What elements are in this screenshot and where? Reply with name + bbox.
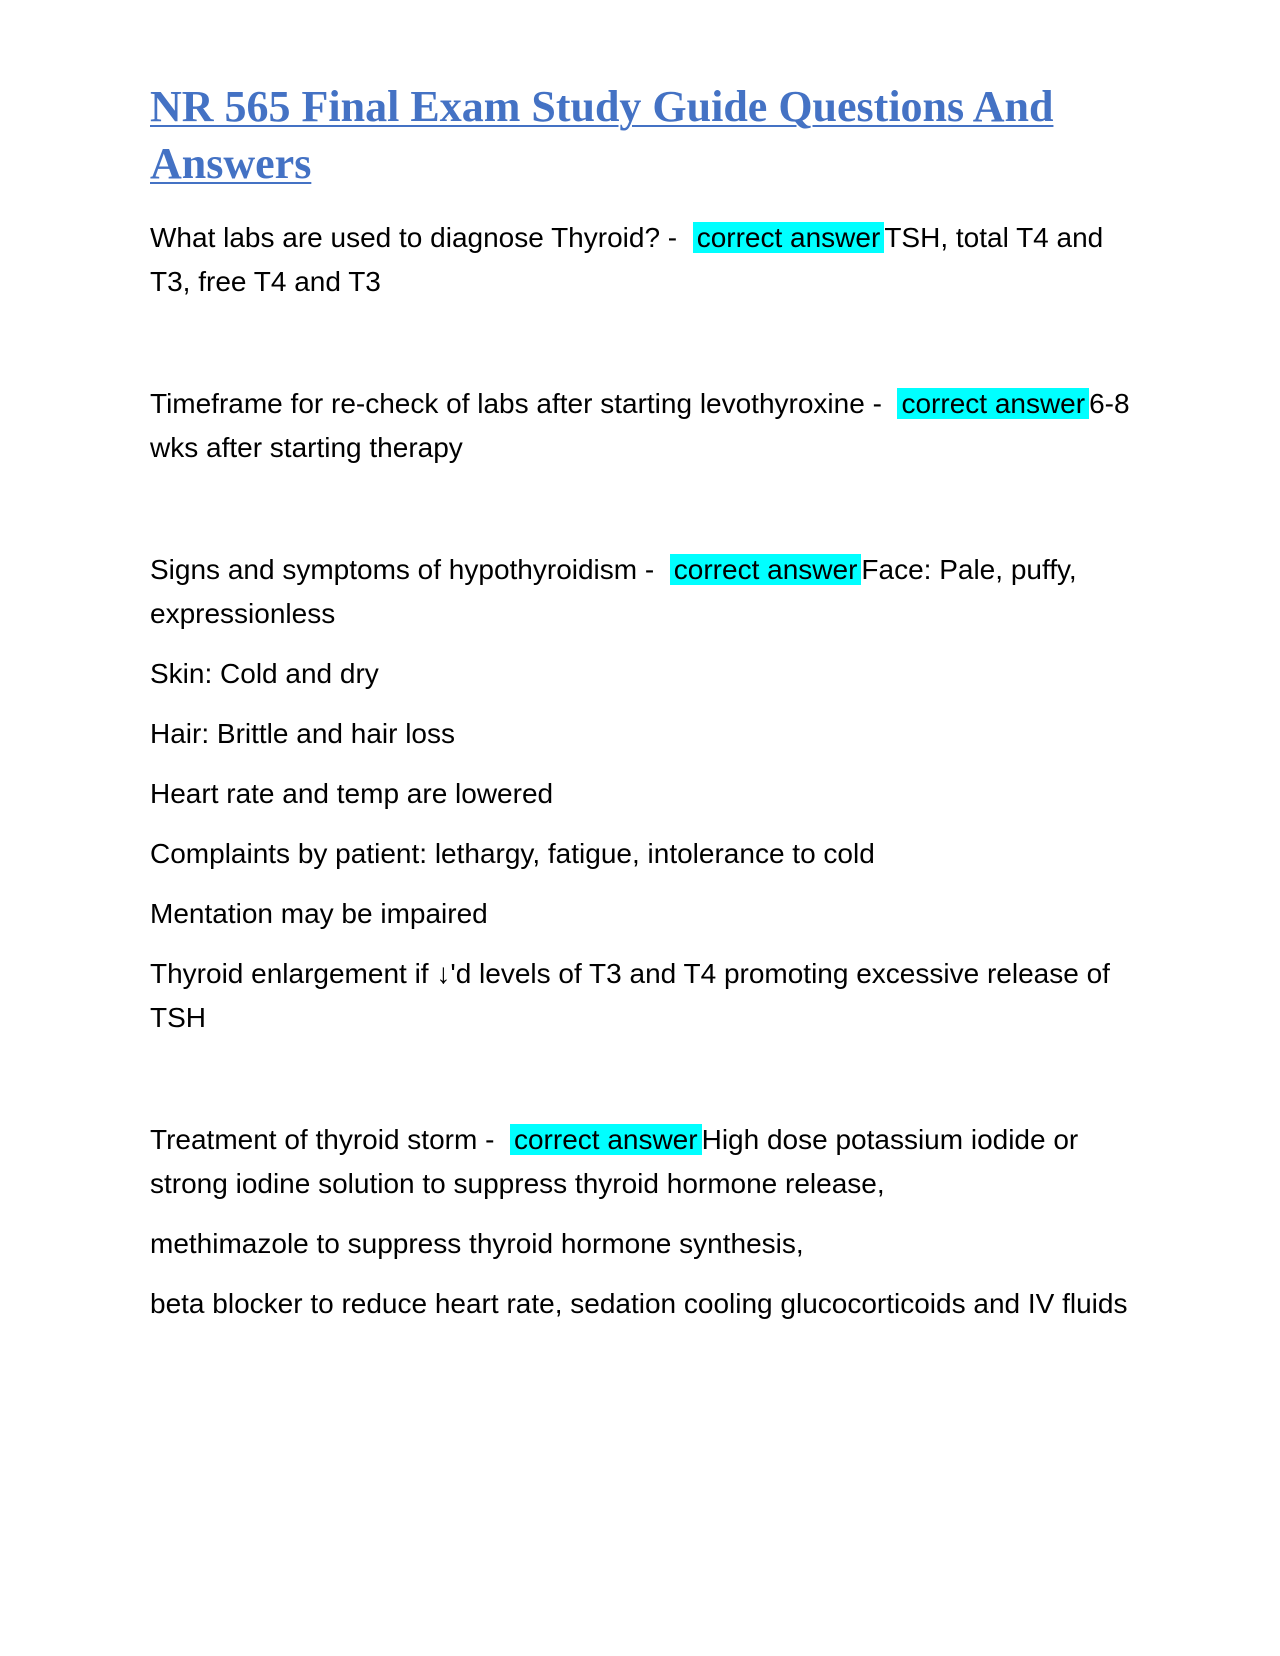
- answer-line: Thyroid enlargement if ↓'d levels of T3 and T4 promoting excessive release of TSH: [150, 958, 1110, 1033]
- question-text: Treatment of thyroid storm -: [150, 1124, 495, 1155]
- answer-line: Heart rate and temp are lowered: [150, 778, 554, 809]
- correct-answer-label: correct answer: [897, 388, 1089, 419]
- answer-text: TSH, total T4 and T3, free T4 and T3: [150, 222, 1104, 297]
- qa-item-3: [150, 548, 1150, 636]
- correct-answer-label: correct answer: [510, 1124, 702, 1155]
- answer-line: beta blocker to reduce heart rate, sedation cooling glucocorticoids and IV fluids: [150, 1288, 1128, 1319]
- document-title: NR 565 Final Exam Study Guide Questions And Answers: [150, 82, 1054, 188]
- answer-text: High dose potassium iodide or strong iodine solution to suppress thyroid hormone release,: [150, 1124, 1079, 1199]
- qa-item-4: [150, 1118, 1150, 1206]
- answer-line: Complaints by patient: lethargy, fatigue, intolerance to cold: [150, 838, 875, 869]
- answer-line: Hair: Brittle and hair loss: [150, 718, 456, 749]
- answer-line: Skin: Cold and dry: [150, 658, 379, 689]
- answer-line: methimazole to suppress thyroid hormone synthesis,: [150, 1228, 804, 1259]
- qa-item-2: [150, 382, 1150, 470]
- question-text: What labs are used to diagnose Thyroid? -: [150, 222, 678, 253]
- answer-line: Mentation may be impaired: [150, 898, 488, 929]
- correct-answer-label: correct answer: [693, 222, 885, 253]
- correct-answer-label: correct answer: [670, 554, 862, 585]
- question-text: Timeframe for re-check of labs after starting levothyroxine -: [150, 388, 882, 419]
- document-page: [150, 78, 1150, 1326]
- answer-text: 6-8 wks after starting therapy: [150, 388, 1130, 463]
- question-text: Signs and symptoms of hypothyroidism -: [150, 554, 655, 585]
- answer-text: Face: Pale, puffy, expressionless: [150, 554, 1077, 629]
- qa-item-1: [150, 216, 1150, 304]
